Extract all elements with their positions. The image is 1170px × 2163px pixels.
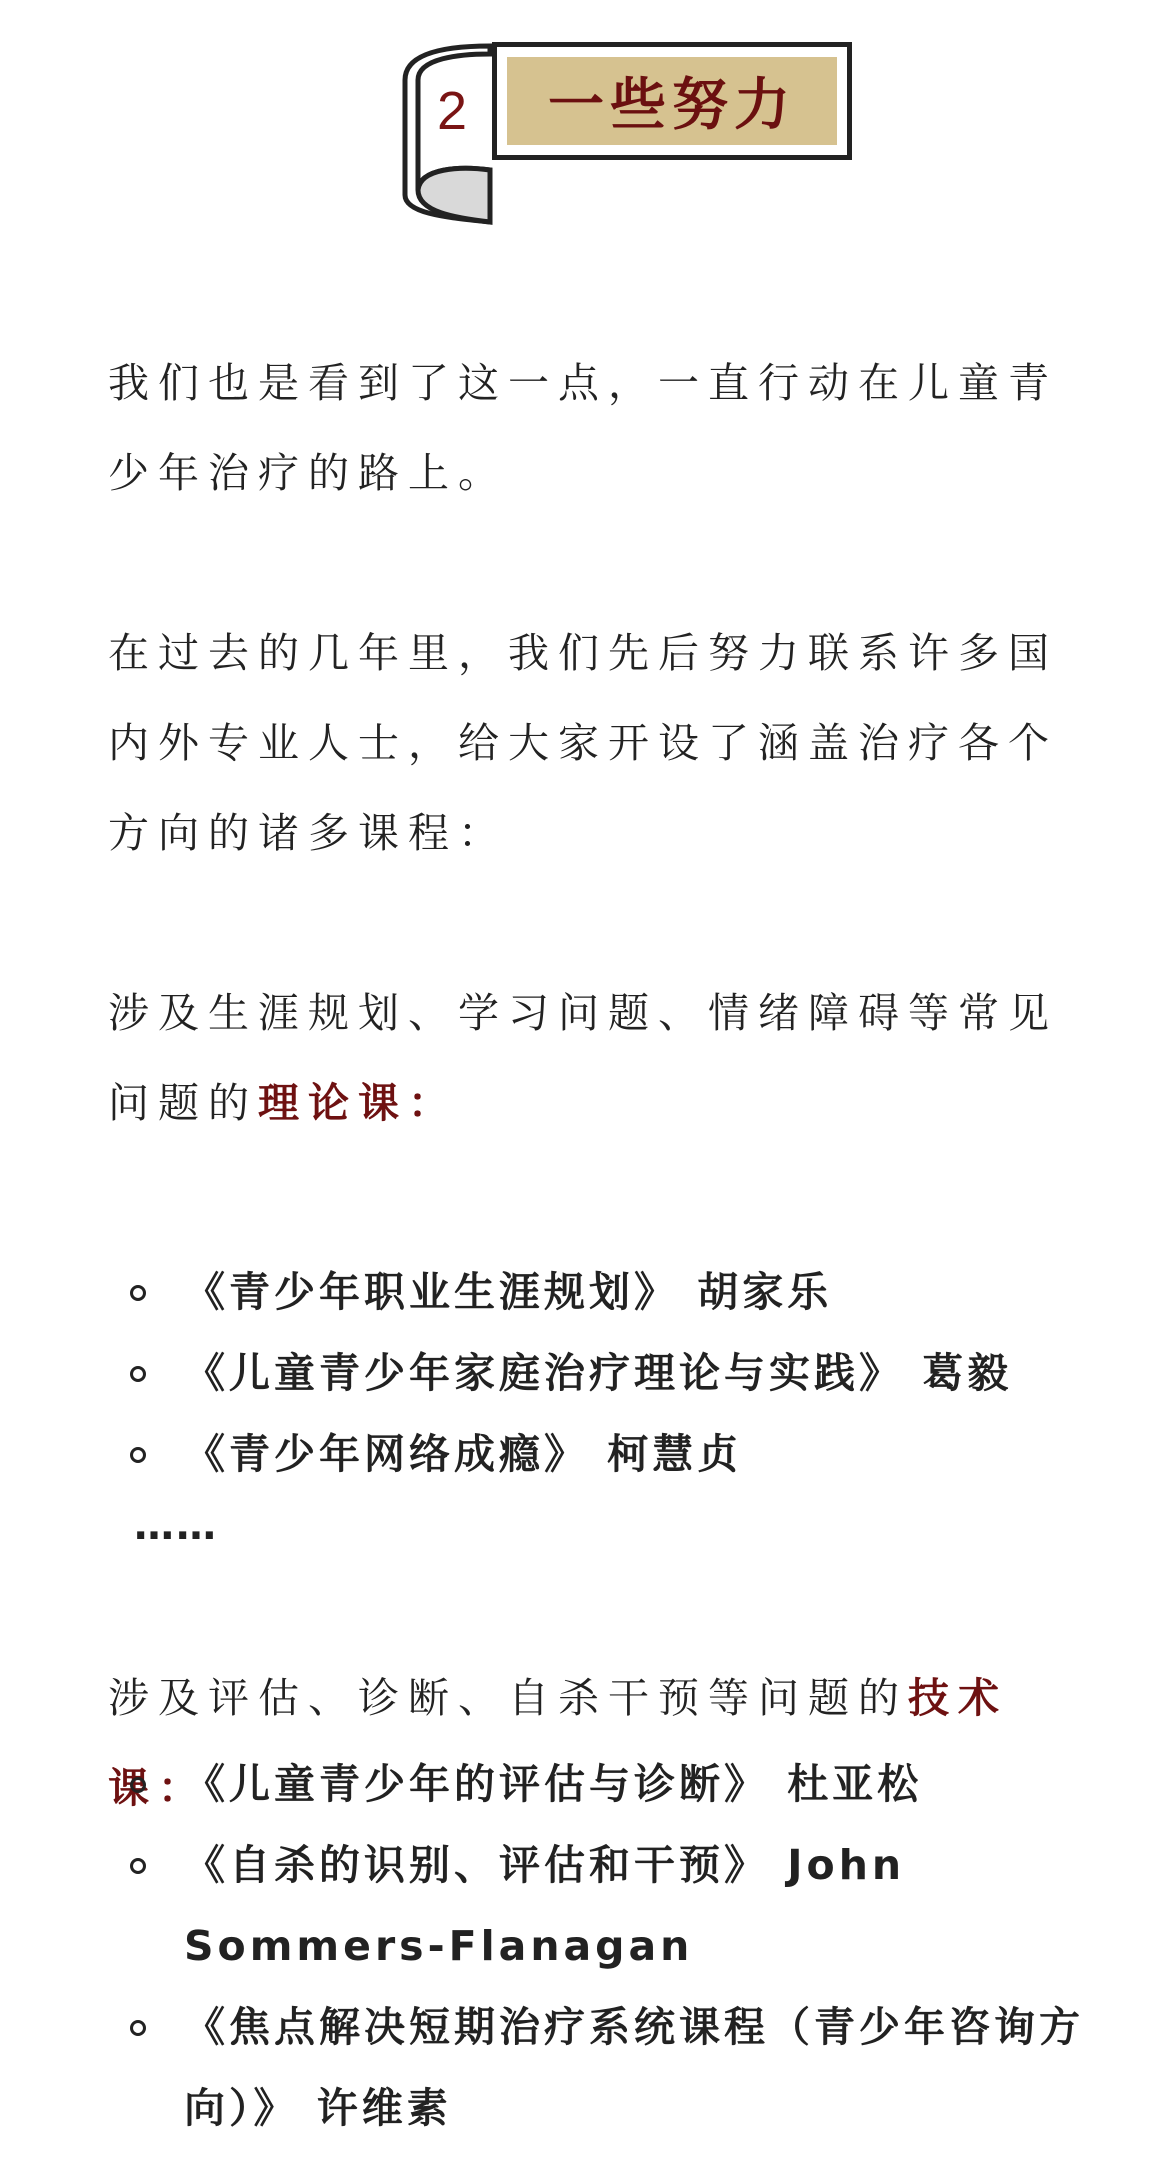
list-item: 《青少年职业生涯规划》 胡家乐 [108, 1252, 1088, 1333]
bullet-icon [130, 2020, 146, 2036]
title-plate [492, 42, 852, 160]
list-item: 《青少年网络成瘾》 柯慧贞 [108, 1414, 1088, 1495]
paragraph-efforts: 在过去的几年里，我们先后努力联系许多国内外专业人士，给大家开设了涵盖治疗各个方向的诸多课程： [108, 629, 1058, 857]
technique-course-label: 技术课： [108, 1674, 1008, 1812]
section-number: 2 [436, 81, 468, 141]
technique-intro-text: 涉及评估、诊断、自杀干预等问题的 [108, 1674, 908, 1722]
ellipsis-text: …… [134, 1503, 218, 1549]
bullet-icon [130, 1285, 146, 1301]
paragraph-theory [108, 968, 1068, 1148]
theory-course-list [108, 1252, 1088, 1495]
list-item: 《焦点解决短期治疗系统课程（青少年咨询方向）》 许维素 [108, 1987, 1088, 2149]
list-item: 《儿童青少年的评估与诊断》 杜亚松 [108, 1744, 1088, 1825]
bullet-icon [130, 1366, 146, 1382]
paragraph-intro: 我们也是看到了这一点，一直行动在儿童青少年治疗的路上。 [108, 359, 1058, 497]
bullet-icon [130, 1858, 146, 1874]
section-header [400, 40, 870, 230]
theory-intro-text: 涉及生涯规划、学习问题、情绪障碍等常见问题的 [108, 989, 1058, 1127]
technique-course-list [108, 1744, 1088, 2149]
theory-course-label: 理论课： [258, 1079, 458, 1127]
list-item: 《儿童青少年家庭治疗理论与实践》 葛毅 [108, 1333, 1088, 1414]
bullet-icon [130, 1777, 146, 1793]
section-title: 一些努力 [548, 73, 796, 138]
list-item: 《自杀的识别、评估和干预》 John Sommers-Flanagan [108, 1825, 1088, 1987]
bullet-icon [130, 1447, 146, 1463]
